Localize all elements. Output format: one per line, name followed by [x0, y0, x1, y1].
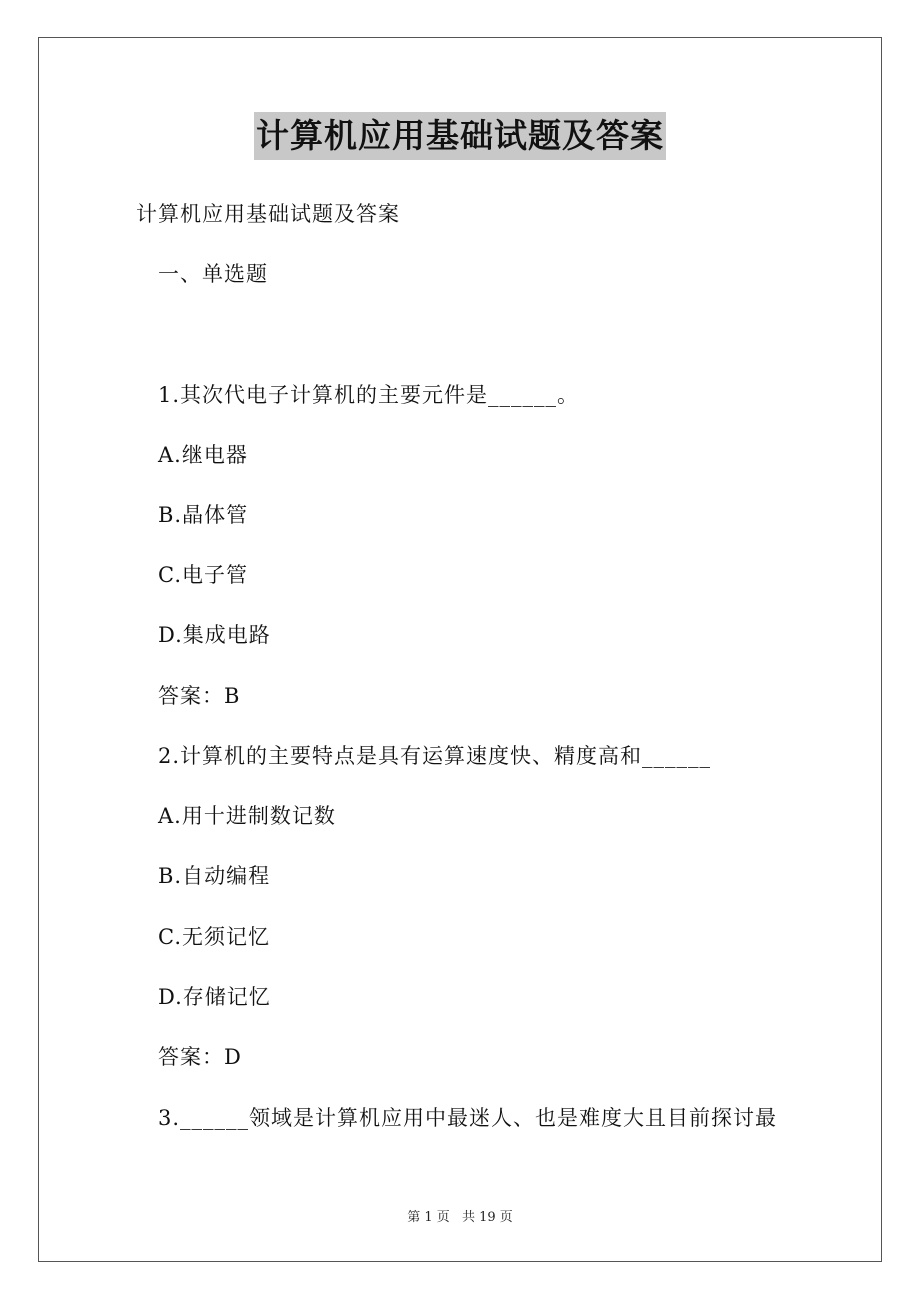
title-container: [0, 112, 920, 160]
question-1-answer: 答案：B: [158, 684, 241, 708]
question-2-option-d: D.存储记忆: [158, 985, 271, 1009]
question-1-option-c: C.电子管: [158, 563, 248, 587]
section-heading: 一、单选题: [158, 262, 268, 286]
subtitle: 计算机应用基础试题及答案: [136, 202, 400, 226]
question-1: 1.其次代电子计算机的主要元件是______。: [158, 383, 580, 407]
question-1-option-a: A.继电器: [158, 443, 248, 467]
question-2-option-c: C.无须记忆: [158, 925, 270, 949]
document-title: 计算机应用基础试题及答案: [254, 112, 666, 160]
question-3: 3.______领域是计算机应用中最迷人、也是难度大且目前探讨最: [158, 1106, 778, 1130]
question-2: 2.计算机的主要特点是具有运算速度快、精度高和______: [158, 744, 712, 768]
question-1-option-b: B.晶体管: [158, 503, 249, 527]
question-1-option-d: D.集成电路: [158, 623, 271, 647]
page-number: 第 1 页: [407, 1210, 450, 1225]
question-2-option-a: A.用十进制数记数: [158, 804, 336, 828]
page-total: 共 19 页: [461, 1210, 513, 1225]
question-2-answer: 答案：D: [158, 1045, 242, 1069]
page-footer: [0, 1206, 920, 1225]
question-2-option-b: B.自动编程: [158, 864, 271, 888]
